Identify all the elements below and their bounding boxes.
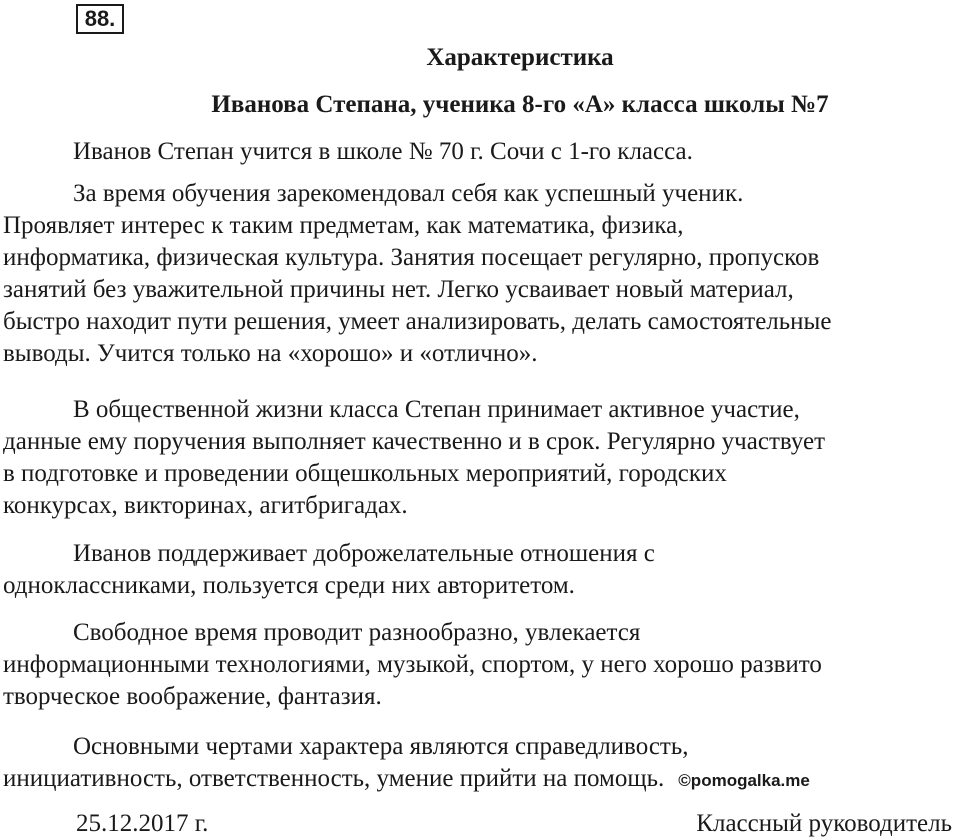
text-line: в подготовке и проведении общешкольных мероприятий, городских	[3, 460, 727, 487]
text-line: Проявляет интерес к таким предметам, как математика, физика,	[3, 212, 684, 239]
paragraph-character	[3, 731, 958, 797]
document-title: Характеристика	[426, 44, 614, 71]
document-date: 25.12.2017 г.	[76, 810, 209, 837]
text-line: творческое воображение, фантазия.	[3, 683, 382, 710]
text-line: Основными чертами характера являются справедливость,	[73, 733, 689, 760]
text-line: информатика, физическая культура. Занятия посещает регулярно, пропусков	[3, 244, 820, 271]
text-line: В общественной жизни класса Степан принимает активное участие,	[73, 396, 800, 423]
paragraph-free-time	[3, 617, 958, 713]
text-line: конкурсах, викторинах, агитбригадах.	[3, 492, 408, 519]
signature-title: Классный руководитель	[696, 810, 952, 837]
text-line	[3, 763, 958, 797]
watermark: ©pomogalka.me	[678, 771, 810, 790]
text-line: Иванов поддерживает доброжелательные отношения с	[73, 540, 655, 567]
paragraph-studies	[3, 178, 958, 370]
text-line-content: инициативность, ответственность, умение прийти на помощь.	[3, 765, 665, 792]
document-subtitle: Иванова Степана, ученика 8-го «А» класса школы №7	[211, 91, 829, 118]
text-line: Иванов Степан учится в школе № 70 г. Сочи с 1-го класса.	[73, 138, 693, 165]
exercise-number: 88.	[76, 4, 124, 34]
text-line: За время обучения зарекомендовал себя как успешный ученик.	[73, 180, 744, 207]
paragraph-relations	[3, 538, 958, 602]
text-line: данные ему поручения выполняет качественно и в срок. Регулярно участвует	[3, 428, 826, 455]
paragraph-intro	[3, 136, 958, 168]
text-line: Свободное время проводит разнообразно, увлекается	[73, 619, 641, 646]
text-line: информационными технологиями, музыкой, спортом, у него хорошо развито	[3, 651, 822, 678]
text-line: быстро находит пути решения, умеет анализировать, делать самостоятельные	[3, 308, 832, 335]
paragraph-social	[3, 394, 958, 522]
text-line: занятий без уважительной причины нет. Легко усваивает новый материал,	[3, 276, 794, 303]
text-line: выводы. Учится только на «хорошо» и «отлично».	[3, 340, 538, 367]
text-line: одноклассниками, пользуется среди них авторитетом.	[3, 572, 575, 599]
